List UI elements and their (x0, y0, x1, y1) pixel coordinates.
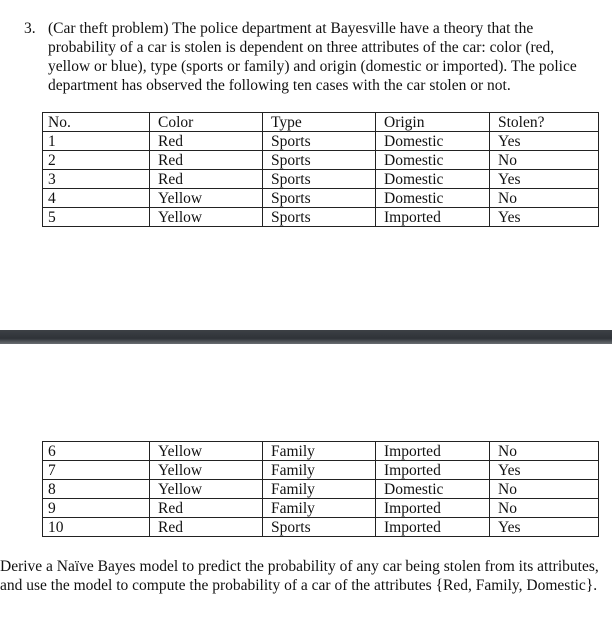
cell-stolen: Yes (490, 208, 599, 227)
cell-color: Yellow (150, 189, 263, 208)
cell-type: Family (263, 480, 376, 499)
cell-type: Sports (263, 189, 376, 208)
cell-no: 5 (43, 208, 150, 227)
table-row (43, 518, 599, 537)
cell-color: Red (150, 132, 263, 151)
table-row (43, 132, 599, 151)
cell-origin: Imported (376, 208, 490, 227)
problem-text: (Car theft problem) The police department at Bayesville have a theory that the probability of a car is stolen is dependent on three attributes of the car: color (red, yellow or blue), type (sports or family) and origin (domestic or imported). The police department has observed the following ten cases with the car stolen or not. (48, 20, 577, 94)
table-row (43, 151, 599, 170)
cell-origin: Domestic (376, 132, 490, 151)
cell-type: Sports (263, 518, 376, 537)
cell-stolen: No (490, 442, 599, 461)
cell-no: 6 (43, 442, 150, 461)
header-no: No. (43, 113, 150, 132)
table-row (43, 461, 599, 480)
cell-color: Yellow (150, 442, 263, 461)
cell-type: Family (263, 461, 376, 480)
cell-no: 8 (43, 480, 150, 499)
cell-type: Sports (263, 208, 376, 227)
cell-type: Sports (263, 151, 376, 170)
cell-no: 2 (43, 151, 150, 170)
cell-stolen: Yes (490, 170, 599, 189)
cell-no: 9 (43, 499, 150, 518)
cell-type: Sports (263, 132, 376, 151)
cell-origin: Domestic (376, 151, 490, 170)
cell-no: 3 (43, 170, 150, 189)
cell-stolen: No (490, 189, 599, 208)
cell-origin: Domestic (376, 189, 490, 208)
table-row (43, 442, 599, 461)
cell-stolen: Yes (490, 461, 599, 480)
cell-origin: Imported (376, 442, 490, 461)
cell-color: Yellow (150, 208, 263, 227)
cell-no: 7 (43, 461, 150, 480)
cell-color: Red (150, 170, 263, 189)
table-row (43, 170, 599, 189)
header-stolen: Stolen? (490, 113, 599, 132)
table-row (43, 208, 599, 227)
cell-type: Family (263, 499, 376, 518)
cell-no: 10 (43, 518, 150, 537)
cell-color: Red (150, 518, 263, 537)
cell-stolen: No (490, 151, 599, 170)
cell-color: Red (150, 151, 263, 170)
header-color: Color (150, 113, 263, 132)
cell-origin: Domestic (376, 170, 490, 189)
data-table-bottom (42, 441, 599, 537)
cell-no: 4 (43, 189, 150, 208)
problem-number: 3. (24, 20, 36, 37)
question-text: Derive a Naïve Bayes model to predict the probability of any car being stolen from its attributes, and use the model to compute the probability of a car of the attributes {Red, Family, Domestic}. (0, 558, 599, 594)
cell-type: Family (263, 442, 376, 461)
cell-stolen: Yes (490, 132, 599, 151)
cell-origin: Imported (376, 499, 490, 518)
cell-color: Yellow (150, 480, 263, 499)
cell-stolen: No (490, 480, 599, 499)
header-type: Type (263, 113, 376, 132)
table-row (43, 499, 599, 518)
table-header-row (43, 113, 599, 132)
cell-stolen: No (490, 499, 599, 518)
cell-stolen: Yes (490, 518, 599, 537)
table-row (43, 189, 599, 208)
header-origin: Origin (376, 113, 490, 132)
cell-origin: Imported (376, 518, 490, 537)
data-table-top (42, 112, 599, 227)
page-divider (0, 330, 612, 344)
cell-origin: Imported (376, 461, 490, 480)
cell-type: Sports (263, 170, 376, 189)
table-row (43, 480, 599, 499)
cell-origin: Domestic (376, 480, 490, 499)
cell-no: 1 (43, 132, 150, 151)
cell-color: Red (150, 499, 263, 518)
problem-statement (24, 19, 599, 95)
cell-color: Yellow (150, 461, 263, 480)
